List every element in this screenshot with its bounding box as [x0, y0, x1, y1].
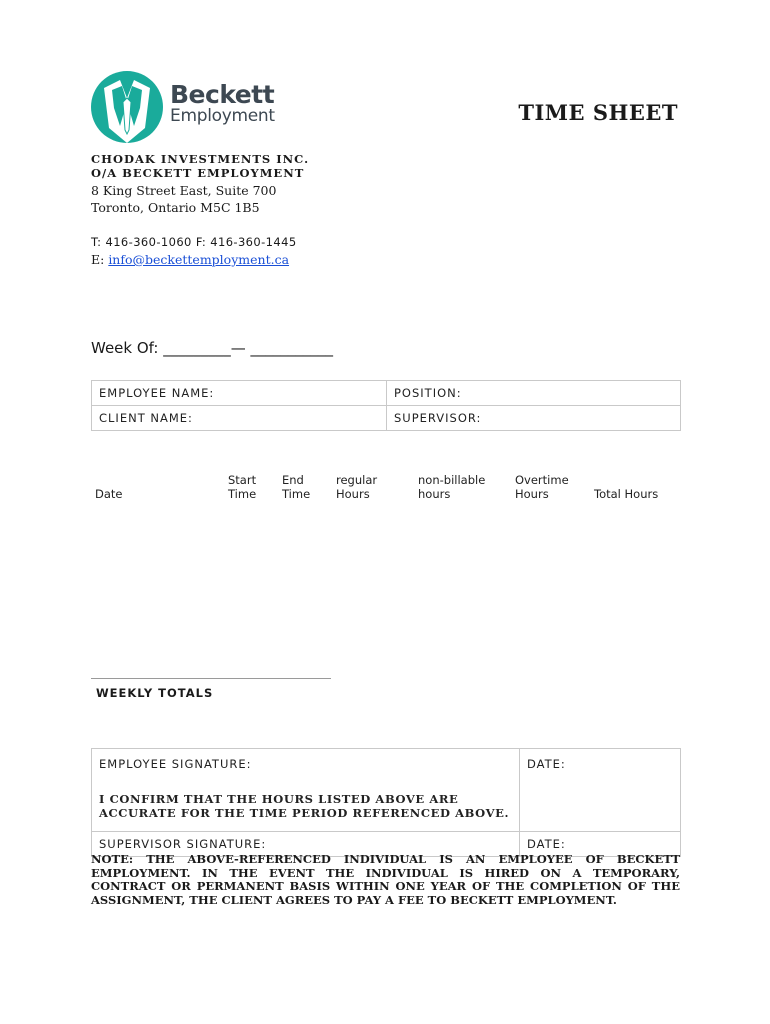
- col-nonbillable-hours: [418, 473, 485, 501]
- col-nonbill-line2: hours: [418, 487, 451, 501]
- col-overtime-line2: Hours: [515, 487, 549, 501]
- col-total-hours: Total Hours: [594, 487, 659, 501]
- employee-info-table: [91, 380, 681, 431]
- weekly-totals-label: WEEKLY TOTALS: [96, 686, 214, 700]
- company-phone-fax: T: 416-360-1060 F: 416-360-1445: [91, 235, 297, 249]
- position-field[interactable]: POSITION:: [387, 381, 681, 406]
- confirm-line2: ACCURATE FOR THE TIME PERIOD REFERENCED ABOVE.: [99, 806, 510, 820]
- employee-signature-label: EMPLOYEE SIGNATURE:: [99, 757, 252, 771]
- company-street: 8 King Street East, Suite 700: [91, 183, 277, 198]
- confirm-line1: I CONFIRM THAT THE HOURS LISTED ABOVE ARE: [99, 792, 459, 806]
- fee-note: NOTE: THE ABOVE-REFERENCED INDIVIDUAL IS AN EMPLOYEE OF BECKETT EMPLOYMENT. IN THE EVENT THE INDIVIDUAL IS HIRED ON A TEMPORARY, CONTRACT OR PERMANENT BASIS WITHIN ONE YEAR OF THE COMPLETION OF THE ASSIGNMENT, THE CLIENT AGREES TO PAY A FEE TO BECKETT EMPLOYMENT.: [91, 852, 680, 907]
- supervisor-signature-field[interactable]: SUPERVISOR SIGNATURE:: [92, 832, 520, 857]
- email-prefix: E:: [91, 252, 109, 267]
- company-city: Toronto, Ontario M5C 1B5: [91, 200, 260, 215]
- employee-date-field[interactable]: DATE:: [520, 749, 681, 832]
- logo-word-employment: Employment: [170, 106, 275, 126]
- col-regular-hours: [336, 473, 377, 501]
- col-date: Date: [95, 487, 123, 501]
- week-of-field[interactable]: Week Of: _________— ___________: [91, 339, 334, 357]
- col-end-line2: Time: [282, 487, 311, 501]
- company-dba: O/A BECKETT EMPLOYMENT: [91, 166, 305, 180]
- col-overtime-line1: Overtime: [515, 473, 569, 487]
- logo-word-beckett: Beckett: [170, 80, 275, 109]
- col-start-line2: Time: [228, 487, 257, 501]
- col-start-time: [228, 473, 256, 501]
- supervisor-date-field[interactable]: DATE:: [520, 832, 681, 857]
- signature-table: [91, 748, 681, 857]
- client-name-field[interactable]: CLIENT NAME:: [92, 406, 387, 431]
- col-regular-line1: regular: [336, 473, 378, 487]
- company-email-line: [91, 251, 289, 268]
- confirm-statement: [99, 792, 512, 820]
- email-link[interactable]: info@beckettemployment.ca: [108, 252, 290, 267]
- employee-signature-field[interactable]: [92, 749, 520, 832]
- supervisor-field[interactable]: SUPERVISOR:: [387, 406, 681, 431]
- col-start-line1: Start: [228, 473, 257, 487]
- employee-name-field[interactable]: EMPLOYEE NAME:: [92, 381, 387, 406]
- col-nonbill-line1: non-billable: [418, 473, 486, 487]
- company-name: CHODAK INVESTMENTS INC.: [91, 152, 310, 166]
- col-overtime-hours: [515, 473, 569, 501]
- col-end-time: [282, 473, 310, 501]
- page-title: TIME SHEET: [518, 100, 678, 125]
- totals-divider: [91, 678, 331, 679]
- col-regular-line2: Hours: [336, 487, 370, 501]
- col-end-line1: End: [282, 473, 304, 487]
